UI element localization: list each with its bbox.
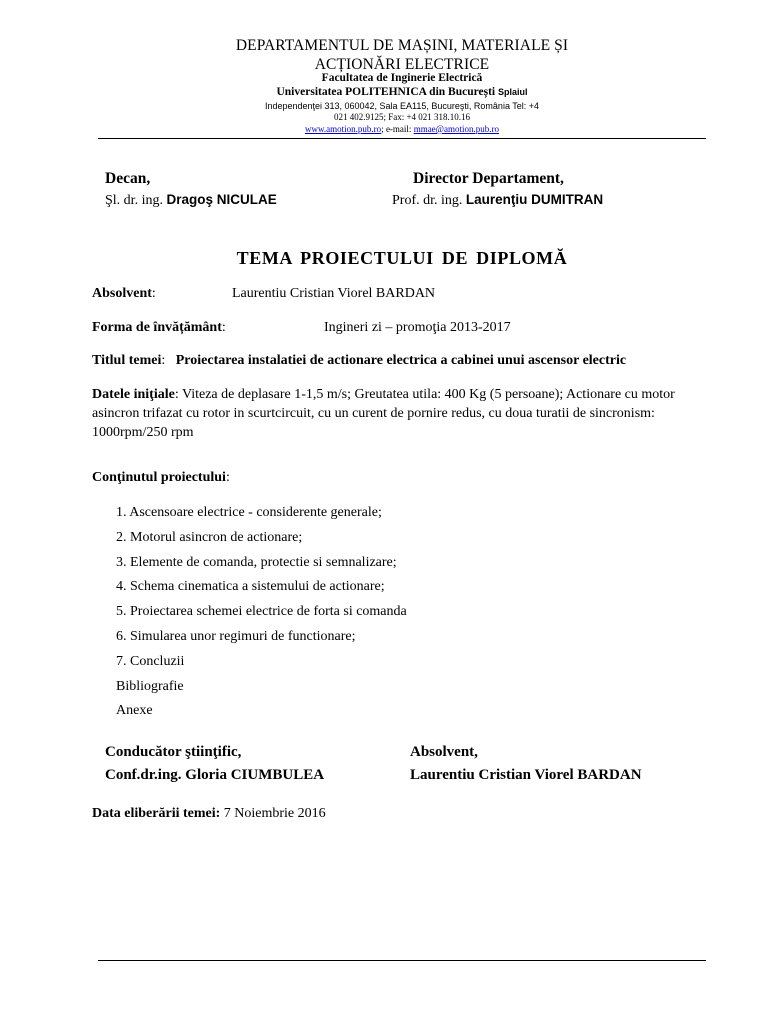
graduate-signature-label: Absolvent, [410, 744, 478, 760]
dean-signature [105, 192, 277, 209]
header-divider [98, 138, 706, 139]
director-signature [392, 192, 603, 209]
topic-field: Titlul temei: Proiectarea instalatiei de actionare electrica a cabinei unui ascensor electric [92, 353, 627, 368]
faculty-name: Facultatea de Inginerie Electrică [321, 72, 483, 84]
university-name: Universitatea POLITEHNICA din București [276, 86, 496, 98]
content-field: Conţinutul proiectului: [92, 470, 230, 485]
graduate-label: Absolvent [92, 286, 152, 301]
department-line-2: ACȚIONĂRI ELECTRICE [314, 56, 490, 73]
issue-date-field [92, 806, 326, 822]
issue-date-label: Data eliberării temei: [92, 806, 221, 821]
list-item: 3. Elemente de comanda, protectie si semnalizare; [116, 554, 397, 570]
director-name: Laurenţiu DUMITRAN [465, 192, 604, 207]
dean-title: Şl. dr. ing. [105, 193, 163, 208]
content-label: Conţinutul proiectului [92, 470, 226, 485]
website-link[interactable]: www.amotion.pub.ro [305, 124, 382, 134]
initial-data-label: Datele iniţiale [92, 387, 175, 402]
list-item: 4. Schema cinematica a sistemului de actionare; [116, 579, 385, 595]
dean-label: Decan, [105, 170, 151, 187]
address-start: Splaiul [497, 87, 528, 97]
contents-list [116, 503, 407, 726]
graduate-value: Laurentiu Cristian Viorel BARDAN [232, 286, 436, 301]
topic-value: Proiectarea instalatiei de actionare electrica a cabinei unui ascensor electric [175, 353, 627, 368]
dean-name: Dragoş NICULAE [166, 192, 277, 207]
list-item: Bibliografie [116, 678, 184, 694]
list-item: Anexe [116, 703, 153, 719]
list-item: 7. Concluzii [116, 653, 185, 669]
footer-divider [98, 960, 706, 961]
study-form-value: Ingineri zi – promoţia 2013-2017 [324, 320, 511, 335]
study-form-field: Forma de învățământ: [92, 320, 226, 335]
supervisor-name: Conf.dr.ing. Gloria CIUMBULEA [105, 767, 325, 783]
supervisor-label: Conducător ştiinţific, [105, 744, 242, 760]
graduate-signature-name: Laurentiu Cristian Viorel BARDAN [410, 767, 642, 783]
study-form-label: Forma de învățământ [92, 320, 222, 335]
list-item: 5. Proiectarea schemei electrice de forta si comanda [116, 604, 407, 620]
director-label: Director Departament, [413, 170, 564, 187]
web-line [98, 125, 706, 134]
list-item: 1. Ascensoare electrice - considerente generale; [116, 505, 382, 520]
email-link[interactable]: mmae@amotion.pub.ro [413, 124, 499, 134]
document-title: TEMA PROIECTULUI DE DIPLOMĂ [236, 248, 568, 268]
list-item: 6. Simularea unor regimuri de functionare; [116, 628, 356, 644]
phone-fax-line: 021 402.9125; Fax: +4 021 318.10.16 [333, 112, 471, 122]
email-label: ; e-mail: [381, 124, 412, 134]
issue-date-value: 7 Noiembrie 2016 [223, 806, 326, 821]
initial-data-field: Datele iniţiale: Viteza de deplasare 1-1,5 m/s; Greutatea utila: 400 Kg (5 persoane); Actionare cu motor asincron trifazat cu rotor in scurtcircuit, cu un curent de pornire redus, cu doua turatii de sincronism: 1000rpm/250 rpm [92, 387, 675, 440]
address-line: Independenţei 313, 060042, Sala EA115, Bucureşti, România Tel: +4 [264, 101, 540, 111]
department-line-1: DEPARTAMENTUL DE MAȘINI, MATERIALE ȘI [235, 37, 569, 54]
department-name [98, 36, 706, 74]
director-title: Prof. dr. ing. [392, 193, 463, 208]
graduate-field: Absolvent: [92, 286, 156, 301]
list-item: 2. Motorul asincron de actionare; [116, 529, 303, 545]
topic-label: Titlul temei [92, 353, 162, 368]
initial-data-value: Viteza de deplasare 1-1,5 m/s; Greutatea utila: 400 Kg (5 persoane); Actionare cu motor asincron trifazat cu rotor in scurtcircuit, cu un curent de pornire redus, cu doua turatii de sincronism: 1000rpm/250 rpm [92, 387, 675, 440]
university-line [98, 87, 706, 99]
